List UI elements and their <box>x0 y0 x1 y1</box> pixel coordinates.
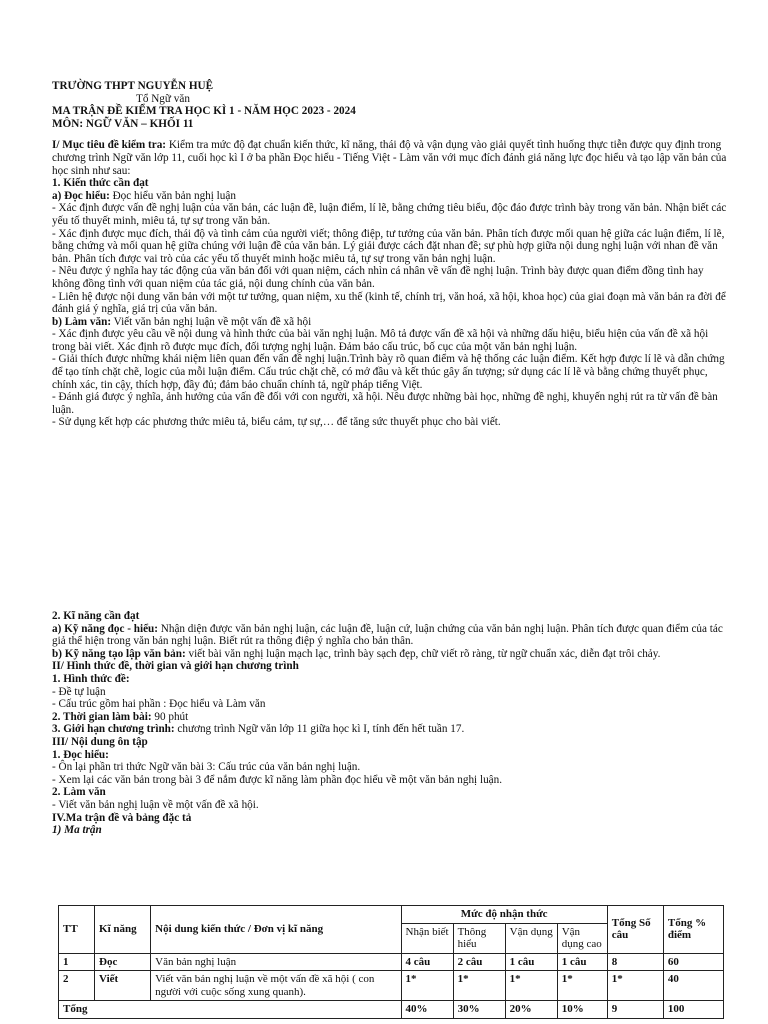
header-total-percent: Tổng % điểm <box>663 906 723 954</box>
cell-total-label: Tổng <box>59 1001 402 1019</box>
cell-level-2: 30% <box>453 1001 505 1019</box>
cell-total-percent: 60 <box>663 953 723 971</box>
table-row <box>59 953 724 971</box>
cell-level-4: 1* <box>557 971 607 1001</box>
matrix-section-heading: IV.Ma trận đề và bảng đặc tả <box>52 811 192 824</box>
cell-skill: Viết <box>95 971 151 1001</box>
review-writing-item: - Viết văn bản nghị luận về một vấn đề xã hội. <box>52 798 259 811</box>
cell-level-3: 20% <box>505 1001 557 1019</box>
writing-item: - Sử dụng kết hợp các phương thức miêu tả, biểu cảm, tự sự,… để tăng sức thuyết phục cho bài viết. <box>52 416 501 429</box>
header-level: Mức độ nhận thức <box>401 906 607 924</box>
subject-line: MÔN: NGỮ VĂN – KHỐI 11 <box>52 117 194 130</box>
header-content: Nội dung kiến thức / Đơn vị kĩ năng <box>151 906 401 954</box>
objectives-paragraph <box>52 139 730 177</box>
review-writing-heading: 2. Làm văn <box>52 786 106 799</box>
header-total-questions: Tổng Số câu <box>607 906 663 954</box>
reading-label: a) Đọc hiểu: <box>52 189 110 202</box>
review-reading-heading: 1. Đọc hiểu: <box>52 748 109 761</box>
reading-skill-label: a) Kỹ năng đọc - hiểu: <box>52 622 158 635</box>
cell-content: Viết văn bản nghị luận về một vấn đề xã hội ( con người với cuộc sống xung quanh). <box>151 971 401 1001</box>
objectives-intro: Kiểm tra mức độ đạt chuẩn kiến thức, kĩ năng, thái độ và vận dụng vào giải quyết tình huống thực tiễn được quy định trong chương trình Ngữ văn lớp 11, cuối học kì I ở ba phần Đọc hiểu - Tiếng Việt - Làm văn với mục đích đánh giá năng lực đọc hiểu và tạo lập văn bản của học sinh như sau: <box>52 139 727 177</box>
cell-total-percent: 100 <box>663 1001 723 1019</box>
reading-item: - Nêu được ý nghĩa hay tác động của văn bản đối với quan niệm, cách nhìn cá nhân về vấn đề nghị luận. Trình bày được quan điểm đồng tình hay không đồng tình với quan niệm của tác giả, nội dung chính của văn bản. <box>52 265 704 290</box>
header-level-4: Vận dụng cao <box>557 923 607 953</box>
writing-item: - Xác định được yêu cầu về nội dung và hình thức của bài văn nghị luận. Mô tả được vấn đề xã hội và những dấu hiệu, biểu hiện của vấn đề xã hội trong bài viết. Xác định rõ được mục đích, đối tượng nghị luận. Đảm bảo cấu trúc, bố cục của một văn bản nghị luận. <box>52 328 709 353</box>
reading-skill-line <box>52 623 730 648</box>
cell-level-1: 4 câu <box>401 953 453 971</box>
format-item: - Đề tự luận <box>52 685 106 698</box>
cell-total-questions: 1* <box>607 971 663 1001</box>
reading-line <box>52 190 730 203</box>
format-item: - Cấu trúc gồm hai phần : Đọc hiểu và Làm văn <box>52 698 266 711</box>
time-line <box>52 711 730 724</box>
writing-label: b) Làm văn: <box>52 315 112 328</box>
cell-level-2: 1* <box>453 971 505 1001</box>
department-name: Tổ Ngữ văn <box>136 92 190 105</box>
review-reading-item: - Ôn lại phần tri thức Ngữ văn bài 3: Cấu trúc của văn bản nghị luận. <box>52 761 361 774</box>
header-level-3: Vận dụng <box>505 923 557 953</box>
cell-level-1: 40% <box>401 1001 453 1019</box>
review-reading-item: - Xem lại các văn bản trong bài 3 để nắm được kĩ năng làm phần đọc hiểu về một văn bản nghị luận. <box>52 773 503 786</box>
table-row <box>59 1001 724 1019</box>
document-title: MA TRẬN ĐỀ KIỂM TRA HỌC KÌ 1 - NĂM HỌC 2023 - 2024 <box>52 105 356 118</box>
writing-line <box>52 316 730 329</box>
cell-level-3: 1* <box>505 971 557 1001</box>
cell-total-questions: 8 <box>607 953 663 971</box>
limit-label: 3. Giới hạn chương trình: <box>52 723 175 736</box>
limit-text: chương trình Ngữ văn lớp 11 giữa học kì I, tính đến hết tuần 17. <box>174 723 465 736</box>
objectives-heading: I/ Mục tiêu đề kiểm tra: <box>52 139 167 152</box>
time-text: 90 phút <box>151 710 189 723</box>
header-level-1: Nhận biết <box>401 923 453 953</box>
format-section-heading: II/ Hình thức đề, thời gian và giới hạn chương trình <box>52 660 299 673</box>
reading-item: - Xác định được vấn đề nghị luận của văn bản, các luận đề, luận điểm, lí lẽ, bằng chứng tiêu biểu, độc đáo được trình bày trong văn bản. Nhận biết các yếu tố thuyết minh, miêu tả, tự sự trong văn bản. <box>52 202 727 227</box>
header-skill: Kĩ năng <box>95 906 151 954</box>
cell-total-questions: 9 <box>607 1001 663 1019</box>
cell-level-4: 1 câu <box>557 953 607 971</box>
cell-level-1: 1* <box>401 971 453 1001</box>
cell-level-4: 10% <box>557 1001 607 1019</box>
skills-heading: 2. Kĩ năng cần đạt <box>52 610 140 622</box>
writing-skill-label: b) Kỹ năng tạo lập văn bản: <box>52 647 186 660</box>
document-page <box>52 80 730 429</box>
cell-content: Văn bản nghị luận <box>151 953 401 971</box>
cell-skill: Đọc <box>95 953 151 971</box>
matrix-table <box>58 905 724 1019</box>
reading-item: - Liên hệ được nội dung văn bản với một tư tưởng, quan niệm, xu thế (kinh tế, chính trị, văn hoá, xã hội, khoa học) của giai đoạn mà văn bản ra đời để đánh giá ý nghĩa, giá trị của văn bản. <box>52 290 726 316</box>
cell-level-3: 1 câu <box>505 953 557 971</box>
cell-level-2: 2 câu <box>453 953 505 971</box>
writing-item: - Đánh giá được ý nghĩa, ảnh hưởng của vấn đề đối với con người, xã hội. Nêu được những bài học, những đề nghị, khuyến nghị rút ra từ vấn đề bàn luận. <box>52 391 718 416</box>
reading-item: - Xác định được mục đích, thái độ và tình cảm của người viết; thông điệp, tư tưởng của văn bản. Phân tích được mối quan hệ giữa các luận điểm, lí lẽ, bằng chứng và mối quan hệ giữa chúng với luận đề của văn bản. Lý giải được cách đặt nhan đề; sự phù hợp giữa nội dung nghị luận với nhan đề văn bản. Phân tích được vai trò của các yếu tố thuyết minh hoặc miêu tả, tự sự trong văn bản nghị luận. <box>52 227 725 265</box>
matrix-heading: 1) Ma trận <box>52 824 102 837</box>
writing-skill-text: viết bài văn nghị luận mạch lạc, trình bày sạch đẹp, chữ viết rõ ràng, từ ngữ chuẩn xác, diễn đạt trôi chảy. <box>185 647 661 660</box>
format-heading: 1. Hình thức đề: <box>52 672 130 685</box>
cell-total-percent: 40 <box>663 971 723 1001</box>
writing-item: - Giải thích được những khái niệm liên quan đến vấn đề nghị luận.Trình bày rõ quan điểm và hệ thống các luận điểm. Kết hợp được lí lẽ và dẫn chứng để tạo tính chặt chẽ, logic của mỗi luận điểm. Cấu trúc chặt chẽ, có mở đầu và kết thúc gây ấn tượng; sử dụng các lí lẽ và bằng chứng thuyết phục, chính xác, tin cậy, thích hợp, đầy đủ; đảm bảo chuẩn chính tả, ngữ pháp tiếng Việt. <box>52 353 725 391</box>
limit-line <box>52 723 730 736</box>
writing-text: Viết văn bản nghị luận về một vấn đề xã hội <box>111 315 312 328</box>
school-name: TRƯỜNG THPT NGUYỄN HUỆ <box>52 80 214 92</box>
writing-skill-line <box>52 648 730 661</box>
skills-section <box>52 610 730 837</box>
reading-text: Đọc hiểu văn bản nghị luận <box>109 189 236 202</box>
review-section-heading: III/ Nội dung ôn tập <box>52 735 148 748</box>
cell-tt: 2 <box>59 971 95 1001</box>
header-tt: TT <box>59 906 95 954</box>
header-level-2: Thông hiểu <box>453 923 505 953</box>
time-label: 2. Thời gian làm bài: <box>52 710 152 723</box>
reading-skill-text: Nhận diện được văn bản nghị luận, các luận đề, luận cứ, luận chứng của văn bản nghị luận. Phân tích được quan điểm của tác giả thể hiện trong văn bản nghị luận. Biết rút ra thông điệp ý nghĩa cho bản thân. <box>52 622 723 648</box>
cell-tt: 1 <box>59 953 95 971</box>
table-row <box>59 971 724 1001</box>
knowledge-heading: 1. Kiến thức cần đạt <box>52 177 149 190</box>
